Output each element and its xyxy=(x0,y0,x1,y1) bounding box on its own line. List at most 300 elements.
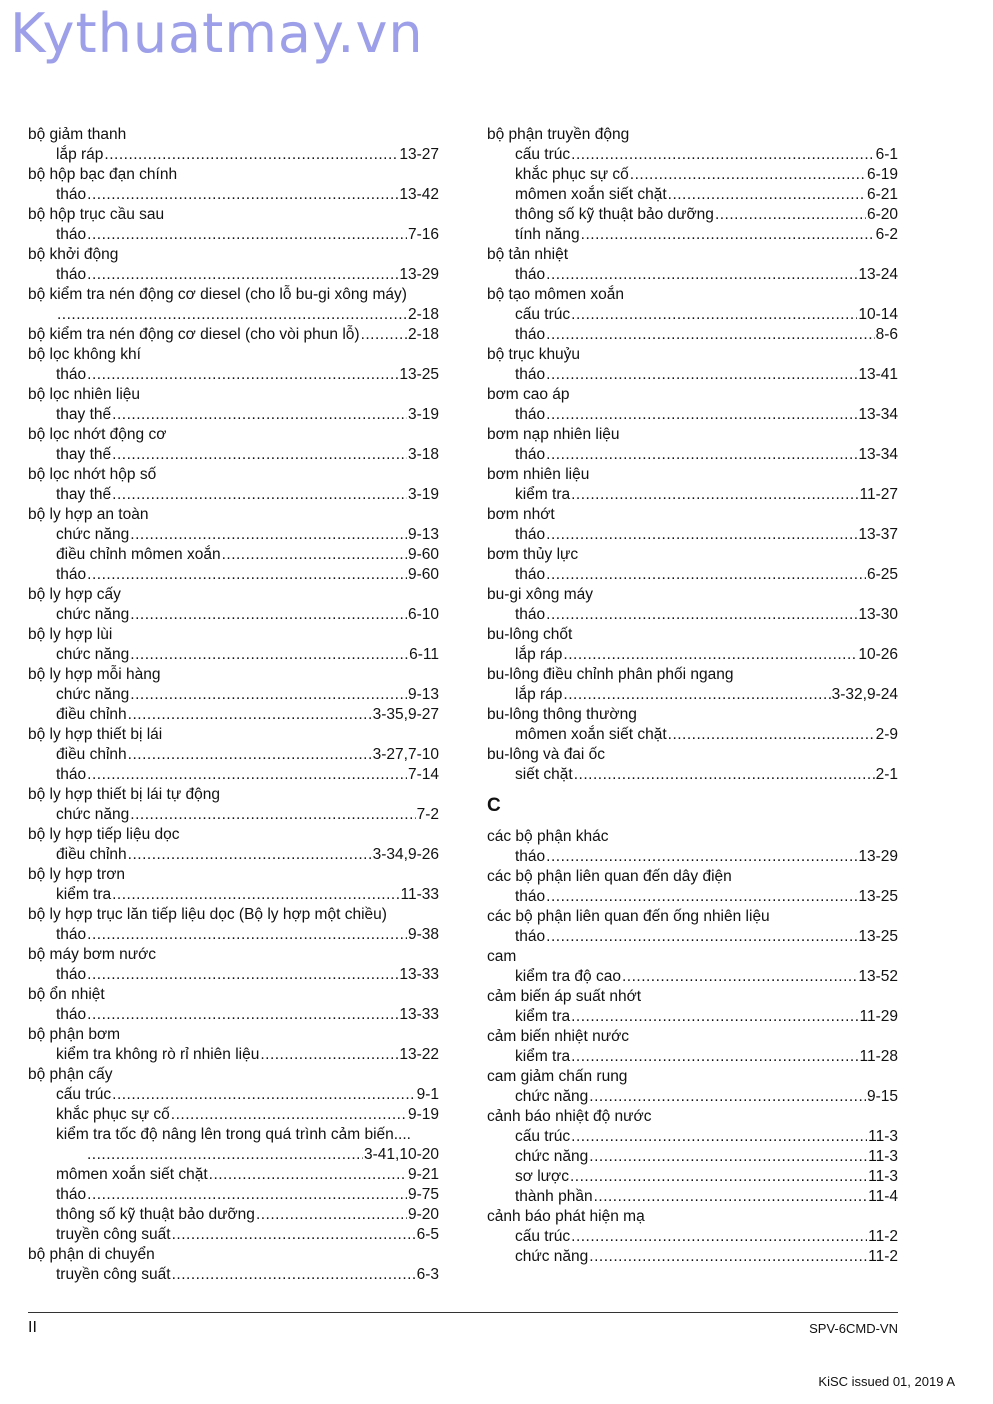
entry-label: tháo xyxy=(515,406,546,423)
page-ref: 6-11 xyxy=(409,646,439,663)
entry-label: bộ lọc nhớt động cơ xyxy=(28,426,167,443)
index-entry xyxy=(487,645,898,665)
entry-label: tháo xyxy=(56,266,87,283)
page-ref: 13-25 xyxy=(858,928,898,945)
page-ref: 2-1 xyxy=(875,766,898,783)
entry-label: các bộ phận khác xyxy=(487,828,609,845)
leader-dots xyxy=(172,1265,416,1285)
page-ref: 6-25 xyxy=(866,566,898,583)
page-ref: 13-27 xyxy=(399,146,439,163)
leader-dots xyxy=(128,705,372,725)
index-entry xyxy=(487,847,898,867)
index-entry xyxy=(487,1127,898,1147)
entry-label: tháo xyxy=(515,848,546,865)
entry-label: chức năng xyxy=(515,1248,589,1265)
entry-label: bộ trục khuỷu xyxy=(487,346,581,363)
index-heading xyxy=(487,665,898,685)
index-heading xyxy=(487,465,898,485)
index-heading xyxy=(28,585,439,605)
entry-label: bu-lông chốt xyxy=(487,626,573,643)
entry-label: bộ ly hợp an toàn xyxy=(28,506,149,523)
index-heading xyxy=(487,987,898,1007)
leader-dots xyxy=(546,887,857,907)
entry-label: thành phần xyxy=(515,1188,593,1205)
entry-label: cảm biến nhiệt nước xyxy=(487,1028,630,1045)
page-ref: 9-20 xyxy=(407,1206,439,1223)
index-heading xyxy=(487,1107,898,1127)
entry-label: bu-lông thông thường xyxy=(487,706,637,723)
index-heading xyxy=(487,1027,898,1047)
page-ref: 13-24 xyxy=(858,266,898,283)
leader-dots xyxy=(589,1147,867,1167)
entry-label: cấu trúc xyxy=(515,1128,571,1145)
entry-label: bộ phận bơm xyxy=(28,1026,121,1043)
entry-label: tháo xyxy=(56,1186,87,1203)
entry-label: thay thế xyxy=(56,446,112,463)
index-entry xyxy=(487,485,898,505)
index-entry xyxy=(487,405,898,425)
entry-label: bộ ly hợp trục lăn tiếp liệu dọc (Bộ ly hợp một chiều) xyxy=(28,906,387,923)
index-heading xyxy=(487,705,898,725)
index-entry xyxy=(487,1147,898,1167)
index-entry xyxy=(28,1225,439,1245)
index-heading xyxy=(487,385,898,405)
leader-dots xyxy=(112,485,407,505)
index-entry xyxy=(28,705,439,725)
index-entry xyxy=(28,925,439,945)
watermark-logo: Kythuatmay.vn xyxy=(10,2,424,65)
entry-label: kiểm tra xyxy=(56,886,112,903)
page-number: II xyxy=(28,1319,37,1336)
index-entry xyxy=(487,365,898,385)
page-ref: 13-33 xyxy=(399,966,439,983)
entry-label: cảm biến áp suất nhớt xyxy=(487,988,642,1005)
index-entry xyxy=(487,325,898,345)
entry-label: bộ ly hợp cấy xyxy=(28,586,121,603)
index-entry xyxy=(28,1185,439,1205)
entry-label: bộ lọc nhiên liệu xyxy=(28,386,141,403)
index-entry xyxy=(28,265,439,285)
index-entry xyxy=(487,565,898,585)
index-heading xyxy=(28,1245,439,1265)
leader-dots xyxy=(571,1127,867,1147)
entry-label: tháo xyxy=(56,766,87,783)
entry-label: bộ lọc không khí xyxy=(28,346,141,363)
entry-label: tháo xyxy=(56,186,87,203)
index-entry xyxy=(487,305,898,325)
entry-label: mômen xoắn siết chặt xyxy=(515,186,667,203)
leader-dots xyxy=(594,1187,868,1207)
page-ref: 3-19 xyxy=(407,486,439,503)
index-heading xyxy=(28,985,439,1005)
footer-divider xyxy=(28,1312,898,1313)
leader-dots xyxy=(361,325,407,345)
leader-dots xyxy=(581,225,875,245)
entry-label: tháo xyxy=(56,966,87,983)
leader-dots xyxy=(589,1087,866,1107)
entry-label: bộ giảm thanh xyxy=(28,126,127,143)
index-heading xyxy=(487,1207,898,1227)
entry-label: chức năng xyxy=(56,526,130,543)
page-ref: 3-18 xyxy=(407,446,439,463)
page-ref: 13-30 xyxy=(858,606,898,623)
leader-dots xyxy=(256,1205,407,1225)
entry-label: chức năng xyxy=(515,1148,589,1165)
index-heading xyxy=(28,785,439,805)
index-entry xyxy=(487,185,898,205)
index-heading xyxy=(28,1065,439,1085)
leader-dots xyxy=(546,325,874,345)
index-entry xyxy=(28,765,439,785)
page-ref: 13-37 xyxy=(858,526,898,543)
page-ref: 9-38 xyxy=(407,926,439,943)
index-entry xyxy=(28,145,439,165)
entry-label: bộ lọc nhớt hộp số xyxy=(28,466,157,483)
index-heading xyxy=(28,425,439,445)
index-heading xyxy=(28,205,439,225)
index-entry xyxy=(487,887,898,907)
index-entry xyxy=(28,305,439,325)
entry-label: bơm nạp nhiên liệu xyxy=(487,426,620,443)
index-entry xyxy=(487,265,898,285)
entry-label: khắc phục sự cố xyxy=(56,1106,170,1123)
index-entry xyxy=(28,545,439,565)
entry-label: bộ tản nhiệt xyxy=(487,246,569,263)
index-entry xyxy=(487,1047,898,1067)
leader-dots xyxy=(130,525,407,545)
page-ref: 11-4 xyxy=(868,1188,898,1205)
leader-dots xyxy=(87,265,398,285)
page-ref: 10-26 xyxy=(858,646,898,663)
leader-dots xyxy=(563,645,857,665)
index-entry xyxy=(28,605,439,625)
leader-dots xyxy=(546,365,857,385)
page-ref: 11-27 xyxy=(859,486,898,503)
leader-dots xyxy=(209,1165,407,1185)
page-ref: 9-21 xyxy=(407,1166,439,1183)
entry-label: cấu trúc xyxy=(515,306,571,323)
index-column-left xyxy=(28,125,439,1285)
entry-label: bộ khởi động xyxy=(28,246,119,263)
index-entry xyxy=(487,685,898,705)
page-ref: 13-29 xyxy=(399,266,439,283)
index-entry xyxy=(487,725,898,745)
entry-label: lắp ráp xyxy=(515,646,563,663)
leader-dots xyxy=(668,725,875,745)
index-entry xyxy=(28,1005,439,1025)
entry-label: tháo xyxy=(56,366,87,383)
index-entry xyxy=(28,185,439,205)
entry-label: các bộ phận liên quan đến ống nhiên liệu xyxy=(487,908,770,925)
entry-label: tháo xyxy=(515,446,546,463)
leader-dots xyxy=(87,765,407,785)
index-entry xyxy=(28,1205,439,1225)
index-entry xyxy=(487,165,898,185)
leader-dots xyxy=(222,545,407,565)
entry-label: bộ phận cấy xyxy=(28,1066,113,1083)
page-ref: 7-14 xyxy=(407,766,439,783)
page-ref: 13-22 xyxy=(399,1046,439,1063)
leader-dots xyxy=(128,745,372,765)
page-ref: 3-34,9-26 xyxy=(372,846,439,863)
entry-label: bộ ổn nhiệt xyxy=(28,986,105,1003)
entry-label: cấu trúc xyxy=(56,1086,112,1103)
index-heading xyxy=(487,505,898,525)
index-heading xyxy=(487,947,898,967)
entry-label: cảnh báo phát hiện mạ xyxy=(487,1208,645,1225)
index-entry xyxy=(487,1167,898,1187)
leader-dots xyxy=(104,145,398,165)
index-heading xyxy=(28,505,439,525)
index-entry xyxy=(487,205,898,225)
leader-dots xyxy=(546,445,857,465)
index-entry xyxy=(28,1105,439,1125)
leader-dots xyxy=(668,185,866,205)
entry-label: tháo xyxy=(515,566,546,583)
index-entry xyxy=(487,525,898,545)
index-heading xyxy=(28,725,439,745)
entry-label: truyền công suất xyxy=(56,1226,171,1243)
leader-dots xyxy=(574,765,875,785)
entry-label: chức năng xyxy=(56,806,130,823)
index-entry xyxy=(28,805,439,825)
entry-label: bu-lông điều chỉnh phân phối ngang xyxy=(487,666,734,683)
entry-label: điều chỉnh xyxy=(56,706,127,723)
entry-label: thay thế xyxy=(56,406,112,423)
index-heading xyxy=(487,827,898,847)
index-heading xyxy=(487,425,898,445)
entry-label: tháo xyxy=(56,566,87,583)
leader-dots xyxy=(571,485,858,505)
index-heading xyxy=(487,585,898,605)
entry-label: truyền công suất xyxy=(56,1266,171,1283)
leader-dots xyxy=(172,1225,416,1245)
page-ref: 6-20 xyxy=(866,206,898,223)
section-letter: C xyxy=(487,795,501,816)
index-entry xyxy=(28,1085,439,1105)
leader-dots xyxy=(130,685,407,705)
leader-dots xyxy=(630,165,866,185)
entry-label: tháo xyxy=(56,1006,87,1023)
page-ref: 9-15 xyxy=(866,1088,898,1105)
entry-label: thông số kỹ thuật bảo dưỡng xyxy=(515,206,714,223)
leader-dots xyxy=(87,1005,398,1025)
entry-label: lắp ráp xyxy=(56,146,104,163)
entry-label: bộ ly hợp trơn xyxy=(28,866,126,883)
page-ref: 6-3 xyxy=(416,1266,439,1283)
leader-dots xyxy=(87,965,398,985)
page-ref: 8-6 xyxy=(875,326,898,343)
page-ref: 13-25 xyxy=(858,888,898,905)
index-column-right xyxy=(487,125,898,1267)
page-ref: 13-33 xyxy=(399,1006,439,1023)
entry-label: kiểm tra độ cao xyxy=(515,968,621,985)
leader-dots xyxy=(622,967,857,987)
index-entry xyxy=(28,405,439,425)
page-ref: 2-9 xyxy=(875,726,898,743)
entry-label: bộ hộp trục cầu sau xyxy=(28,206,165,223)
leader-dots xyxy=(546,927,857,947)
page-ref: 6-10 xyxy=(407,606,439,623)
index-entry xyxy=(28,445,439,465)
entry-label: kiểm tra xyxy=(515,486,571,503)
entry-label: bu-gi xông máy xyxy=(487,586,593,603)
index-entry xyxy=(487,1247,898,1267)
index-entry xyxy=(28,885,439,905)
entry-label: kiểm tra không rò rỉ nhiên liệu xyxy=(56,1046,260,1063)
leader-dots xyxy=(112,885,399,905)
page-ref: 9-60 xyxy=(407,566,439,583)
index-entry xyxy=(487,765,898,785)
entry-label: bộ kiểm tra nén động cơ diesel (cho vòi phun lỗ) xyxy=(28,326,360,343)
page-ref: 13-34 xyxy=(858,446,898,463)
page-ref: 3-32,9-24 xyxy=(831,686,898,703)
entry-label: tháo xyxy=(56,926,87,943)
entry-label: chức năng xyxy=(56,686,130,703)
page-ref: 3-19 xyxy=(407,406,439,423)
leader-dots xyxy=(57,305,407,325)
page-ref: 6-19 xyxy=(866,166,898,183)
index-entry xyxy=(487,145,898,165)
index-entry xyxy=(28,845,439,865)
page-ref: 9-13 xyxy=(407,526,439,543)
index-heading xyxy=(487,125,898,145)
entry-label: kiểm tra xyxy=(515,1008,571,1025)
entry-label: tháo xyxy=(515,526,546,543)
page-ref: 13-25 xyxy=(399,366,439,383)
leader-dots xyxy=(130,645,408,665)
leader-dots xyxy=(715,205,866,225)
entry-label: kiểm tra xyxy=(515,1048,571,1065)
page-ref: 9-19 xyxy=(407,1106,439,1123)
leader-dots xyxy=(546,525,857,545)
index-heading xyxy=(28,345,439,365)
index-heading xyxy=(28,325,439,345)
entry-label: điều chỉnh mômen xoắn xyxy=(56,546,221,563)
entry-label: thay thế xyxy=(56,486,112,503)
page-ref: 7-2 xyxy=(416,806,439,823)
index-entry xyxy=(28,965,439,985)
entry-label: bộ ly hợp lùi xyxy=(28,626,113,643)
leader-dots xyxy=(87,225,407,245)
index-heading xyxy=(487,245,898,265)
page-ref: 11-2 xyxy=(868,1248,898,1265)
index-entry xyxy=(487,1187,898,1207)
index-entry xyxy=(487,1007,898,1027)
entry-label: cam xyxy=(487,948,517,965)
entry-label: tính năng xyxy=(515,226,580,243)
entry-label: bộ ly hợp thiết bị lái tự động xyxy=(28,786,221,803)
index-heading xyxy=(487,345,898,365)
index-entry xyxy=(487,605,898,625)
page-ref: 11-3 xyxy=(868,1148,898,1165)
index-heading xyxy=(28,665,439,685)
document-code: SPV-6CMD-VN xyxy=(809,1321,898,1336)
page-ref: 3-27,7-10 xyxy=(372,746,439,763)
leader-dots xyxy=(112,445,407,465)
entry-label: bộ hộp bạc đạn chính xyxy=(28,166,178,183)
page-ref: 11-3 xyxy=(868,1128,898,1145)
index-entry xyxy=(487,445,898,465)
leader-dots xyxy=(571,1007,858,1027)
index-heading xyxy=(28,385,439,405)
entry-label: bộ máy bơm nước xyxy=(28,946,157,963)
leader-dots xyxy=(87,1145,363,1165)
leader-dots xyxy=(130,605,407,625)
index-heading xyxy=(28,285,439,305)
entry-label: chức năng xyxy=(56,606,130,623)
entry-label: chức năng xyxy=(515,1088,589,1105)
page-ref: 10-14 xyxy=(858,306,898,323)
leader-dots xyxy=(563,685,830,705)
leader-dots xyxy=(589,1247,867,1267)
page-ref: 3-35,9-27 xyxy=(372,706,439,723)
page-ref: 6-21 xyxy=(866,186,898,203)
entry-label: siết chặt xyxy=(515,766,573,783)
page-ref: 3-41,10-20 xyxy=(364,1146,439,1163)
entry-label: bơm nhớt xyxy=(487,506,555,523)
leader-dots xyxy=(87,185,398,205)
page-ref: 6-2 xyxy=(875,226,898,243)
entry-label: mômen xoắn siết chặt xyxy=(515,726,667,743)
entry-label: điều chỉnh xyxy=(56,846,127,863)
index-entry xyxy=(28,1145,439,1165)
page-ref: 2-18 xyxy=(407,306,439,323)
entry-label: bu-lông và đai ốc xyxy=(487,746,606,763)
page-ref: 2-18 xyxy=(407,326,439,343)
leader-dots xyxy=(571,1047,858,1067)
leader-dots xyxy=(546,405,857,425)
index-entry xyxy=(28,565,439,585)
page-ref: 11-33 xyxy=(400,886,439,903)
index-entry xyxy=(28,645,439,665)
index-entry xyxy=(487,927,898,947)
entry-label: bơm cao áp xyxy=(487,386,570,403)
index-entry xyxy=(487,967,898,987)
index-heading xyxy=(28,825,439,845)
entry-label: cấu trúc xyxy=(515,146,571,163)
leader-dots xyxy=(571,305,857,325)
leader-dots xyxy=(571,145,874,165)
index-entry xyxy=(487,225,898,245)
index-heading xyxy=(28,125,439,145)
index-entry xyxy=(28,485,439,505)
entry-label: tháo xyxy=(515,266,546,283)
entry-label: cấu trúc xyxy=(515,1228,571,1245)
issue-note: KiSC issued 01, 2019 A xyxy=(818,1374,955,1389)
entry-label: tháo xyxy=(515,366,546,383)
index-entry xyxy=(28,1165,439,1185)
page-ref: 13-34 xyxy=(858,406,898,423)
entry-label: tháo xyxy=(515,928,546,945)
index-heading xyxy=(28,245,439,265)
index-entry xyxy=(28,1265,439,1285)
entry-label: lắp ráp xyxy=(515,686,563,703)
page-ref: 9-1 xyxy=(416,1086,439,1103)
page-ref: 13-29 xyxy=(858,848,898,865)
index-heading xyxy=(487,1067,898,1087)
page-ref: 13-42 xyxy=(399,186,439,203)
index-entry xyxy=(487,1227,898,1247)
page-ref: 11-28 xyxy=(859,1048,898,1065)
index-entry xyxy=(28,685,439,705)
entry-label: bộ kiểm tra nén động cơ diesel (cho lỗ bu-gi xông máy) xyxy=(28,286,407,303)
entry-label: khắc phục sự cố xyxy=(515,166,629,183)
page-ref: 9-13 xyxy=(407,686,439,703)
leader-dots xyxy=(171,1105,407,1125)
entry-label: cam giảm chấn rung xyxy=(487,1068,628,1085)
leader-dots xyxy=(546,565,866,585)
